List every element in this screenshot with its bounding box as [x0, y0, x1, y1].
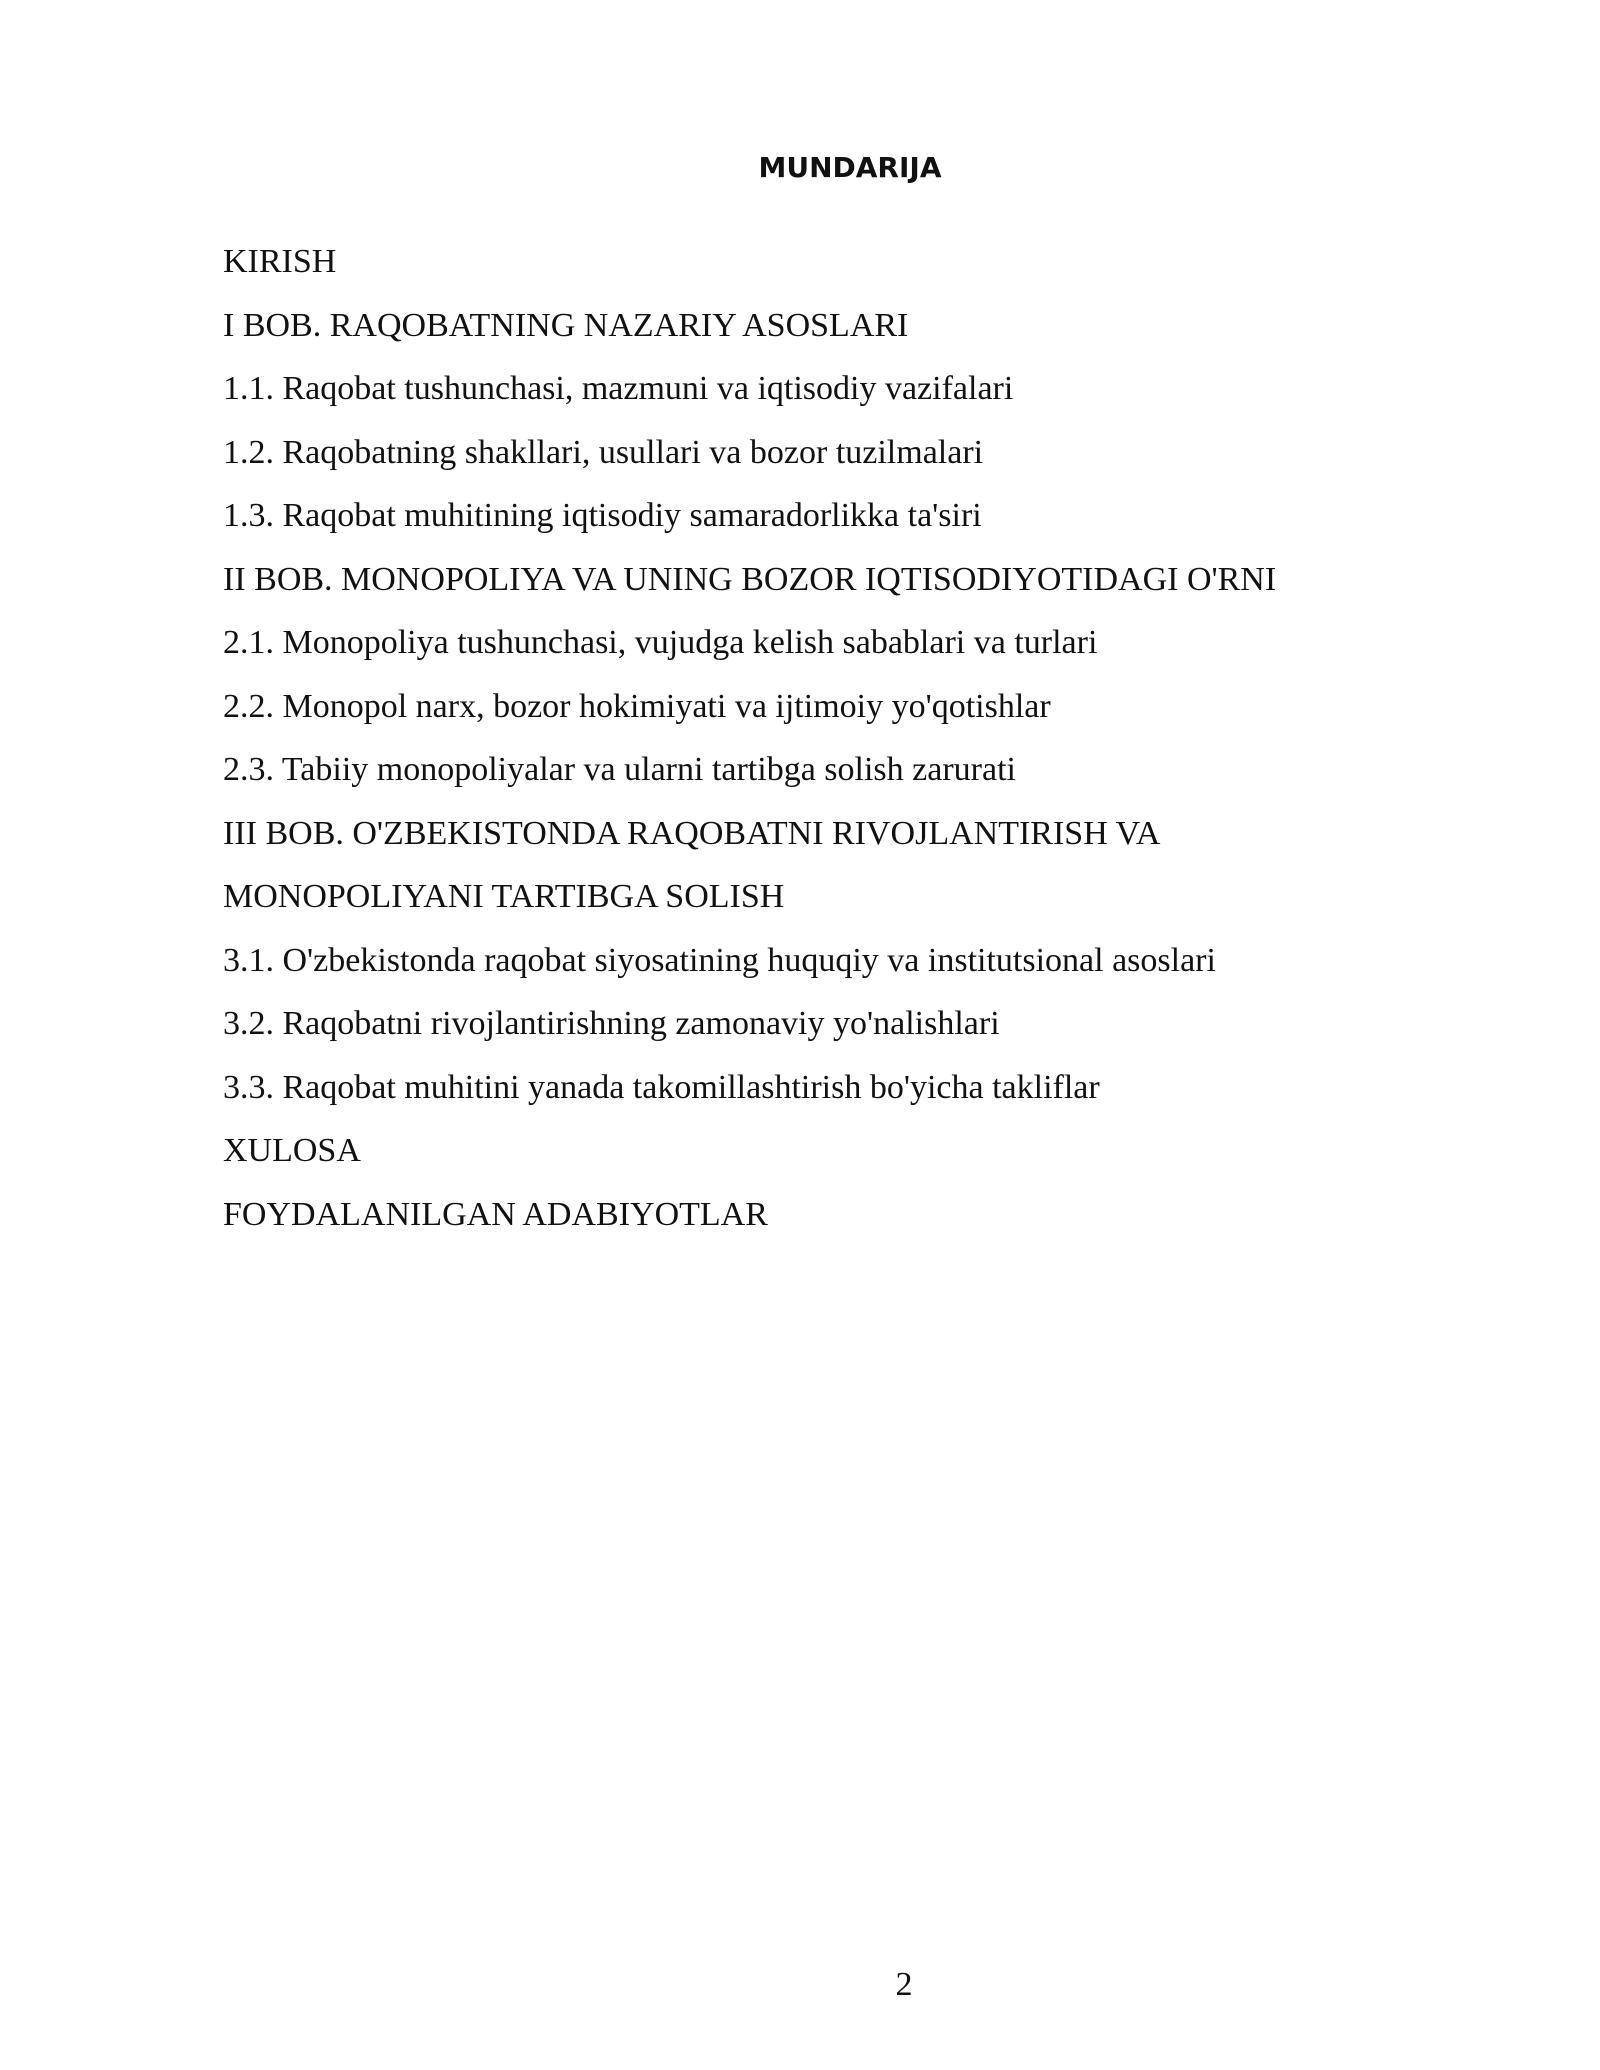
toc-entry-references: FOYDALANILGAN ADABIYOTLAR: [223, 1195, 768, 1233]
toc-entry-chapter-1: I BOB. RAQOBATNING NAZARIY ASOSLARI: [223, 306, 909, 344]
toc-title: MUNDARIJA: [758, 151, 942, 184]
toc-entry-chapter-3-line-2: MONOPOLIYANI TARTIBGA SOLISH: [223, 878, 785, 915]
toc-entry-chapter-3-line-1: III BOB. O'ZBEKISTONDA RAQOBATNI RIVOJLANTIRISH VA: [223, 814, 1161, 852]
toc-entry-section-1-2: 1.2. Raqobatning shakllari, usullari va bozor tuzilmalari: [223, 433, 984, 471]
toc-entry-chapter-2: II BOB. MONOPOLIYA VA UNING BOZOR IQTISODIYOTIDAGI O'RNI: [223, 560, 1277, 598]
toc-entry-section-1-3: 1.3. Raqobat muhitining iqtisodiy samaradorlikka ta'siri: [223, 497, 982, 534]
toc-entry-section-2-3: 2.3. Tabiiy monopoliyalar va ularni tartibga solish zarurati: [223, 751, 1016, 788]
toc-entry-section-3-2: 3.2. Raqobatni rivojlantirishning zamonaviy yo'nalishlari: [223, 1005, 1000, 1042]
table-of-contents: [223, 230, 1423, 1246]
toc-entry-section-1-1: 1.1. Raqobat tushunchasi, mazmuni va iqtisodiy vazifalari: [223, 370, 1014, 407]
toc-entry-introduction: KIRISH: [223, 243, 337, 280]
toc-entry-section-2-2: 2.2. Monopol narx, bozor hokimiyati va ijtimoiy yo'qotishlar: [223, 687, 1051, 725]
toc-entry-section-3-3: 3.3. Raqobat muhitini yanada takomillashtirish bo'yicha takliflar: [223, 1068, 1100, 1106]
toc-entry-conclusion: XULOSA: [223, 1132, 361, 1169]
toc-entry-section-2-1: 2.1. Monopoliya tushunchasi, vujudga kelish sabablari va turlari: [223, 624, 1098, 661]
page-number: 2: [895, 1966, 913, 2003]
toc-entry-section-3-1: 3.1. O'zbekistonda raqobat siyosatining huquqiy va institutsional asoslari: [223, 941, 1216, 979]
